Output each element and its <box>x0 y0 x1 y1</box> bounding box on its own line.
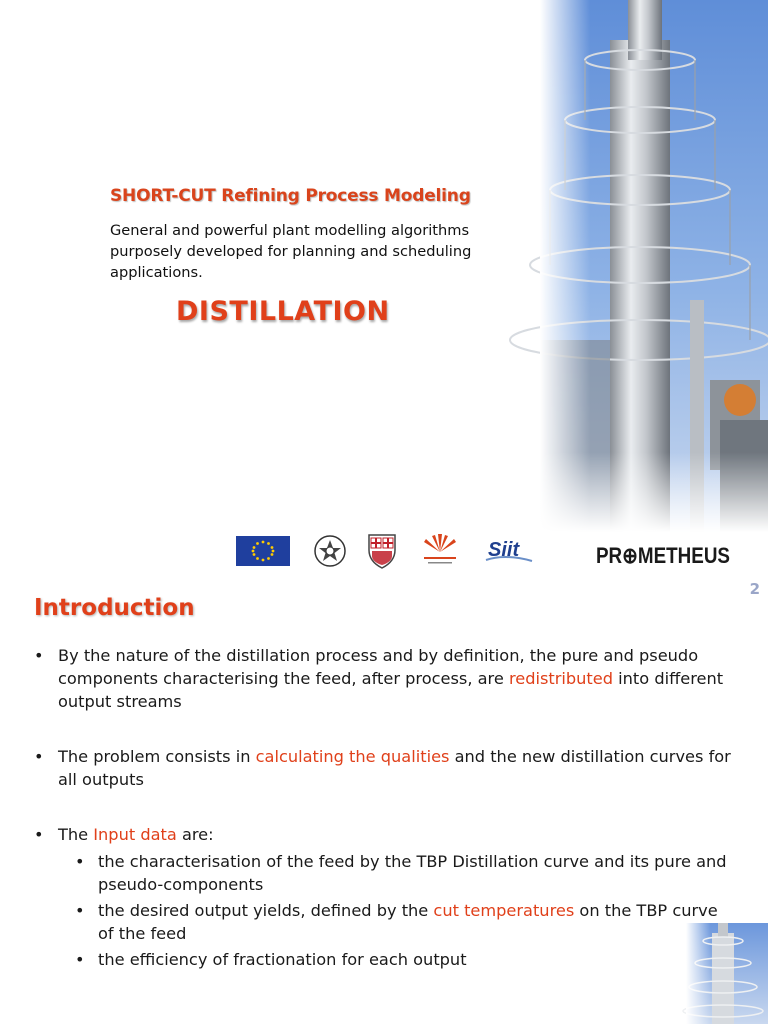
description: General and powerful plant modelling algorithms purposely developed for planning and scheduling applications. <box>110 222 472 281</box>
distillation-tower-thumbnail <box>686 923 768 1024</box>
highlight-text: redistributed <box>508 669 614 688</box>
bullet-text: are: <box>176 825 214 844</box>
sub-bullet-efficiency: • the efficiency of fractionation for each output <box>58 948 734 971</box>
bullet-text: and the new distillation curves for all outputs <box>58 747 731 789</box>
highlight-text: calculating the qualities <box>255 747 450 766</box>
bullet-list <box>34 644 734 971</box>
sub-bullet-feed: • the characterisation of the feed by the TBP Distillation curve and its pure and pseudo-components <box>58 850 734 896</box>
siit-logo-text: Siit <box>488 539 520 561</box>
bullet-text: The problem consists in <box>58 747 256 766</box>
slide-number: 2 <box>749 580 760 598</box>
bullet-input-data <box>34 823 734 971</box>
bullet-problem <box>34 745 734 791</box>
bullet-text: into different output streams <box>58 669 724 711</box>
regional-shield-logo <box>366 532 398 570</box>
eu-flag-logo <box>236 536 290 566</box>
prometheus-logo <box>596 542 732 568</box>
bullet-text: the desired output yields, defined by the <box>98 901 434 920</box>
slide-2 <box>0 576 768 1024</box>
page-title: DISTILLATION <box>176 296 390 327</box>
sub-bullet-yields <box>58 899 734 945</box>
italian-republic-emblem-logo <box>313 534 347 568</box>
subtitle: SHORT-CUT Refining Process Modeling <box>110 186 471 206</box>
siit-logo <box>484 534 534 566</box>
bullet-text: The <box>58 825 94 844</box>
bullet-text: on the TBP curve of the feed <box>98 901 718 943</box>
section-title: Introduction <box>34 595 195 621</box>
regional-agency-logo <box>418 532 462 570</box>
distillation-tower-photo <box>540 0 768 532</box>
bullet-text: By the nature of the distillation process and by definition, the pure and pseudo components characterising the feed, after process, are <box>58 646 699 688</box>
highlight-text: Input data <box>93 825 177 844</box>
highlight-text: cut temperatures <box>433 901 575 920</box>
sub-bullet-list <box>58 850 734 971</box>
prometheus-logo-text: PR⊕METHEUS <box>596 543 730 568</box>
logo-strip <box>0 530 768 576</box>
bullet-redistribution <box>34 644 734 713</box>
